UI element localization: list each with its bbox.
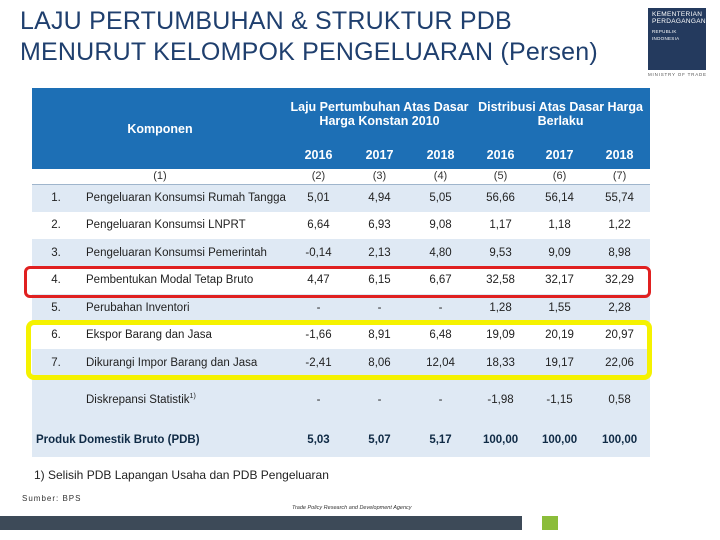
cell-value: 1,55	[530, 294, 589, 322]
cell-value: 2,13	[349, 239, 410, 267]
table-row	[32, 239, 650, 267]
row-number: 7.	[32, 349, 80, 377]
col-number: (3)	[349, 169, 410, 184]
cell-value: 32,17	[530, 267, 589, 295]
footer-gap	[522, 516, 542, 530]
total-row	[32, 423, 650, 457]
agency-label: Trade Policy Research and Development Agency	[292, 505, 412, 511]
total-label: Produk Domestik Bruto (PDB)	[32, 423, 288, 457]
row-component: Pengeluaran Konsumsi LNPRT	[80, 212, 288, 240]
cell-value: 32,29	[589, 267, 650, 295]
logo-line-2: PERDAGANGAN	[652, 18, 706, 25]
row-number: 4.	[32, 267, 80, 295]
cell-value: 32,58	[471, 267, 530, 295]
header-growth: Laju Pertumbuhan Atas Dasar Harga Konstan 2010	[288, 88, 471, 140]
cell-value: 4,94	[349, 184, 410, 212]
source-label: Sumber: BPS	[22, 494, 82, 503]
cell-value: 4,80	[410, 239, 471, 267]
header-year: 2016	[471, 140, 530, 169]
cell-value: 6,67	[410, 267, 471, 295]
footnote: 1) Selisih PDB Lapangan Usaha dan PDB Pengeluaran	[34, 468, 329, 482]
row-number: 2.	[32, 212, 80, 240]
header-year: 2017	[349, 140, 410, 169]
cell-value: 56,66	[471, 184, 530, 212]
total-value: 100,00	[530, 423, 589, 457]
row-component	[80, 377, 288, 423]
footer-accent	[542, 516, 558, 530]
header-year: 2018	[589, 140, 650, 169]
cell-value: 56,14	[530, 184, 589, 212]
cell-value: 5,01	[288, 184, 349, 212]
cell-value: -	[410, 377, 471, 423]
ministry-logo	[648, 8, 706, 70]
col-number: (5)	[471, 169, 530, 184]
row-component: Dikurangi Impor Barang dan Jasa	[80, 349, 288, 377]
row-component: Pengeluaran Konsumsi Rumah Tangga	[80, 184, 288, 212]
cell-value: 4,47	[288, 267, 349, 295]
logo-line-3: REPUBLIK INDONESIA	[652, 29, 680, 41]
col-number: (1)	[32, 169, 288, 184]
cell-value: 20,97	[589, 322, 650, 350]
cell-value: 9,53	[471, 239, 530, 267]
logo-subtitle: MINISTRY OF TRADE	[648, 72, 707, 77]
page-title: LAJU PERTUMBUHAN & STRUKTUR PDB MENURUT KELOMPOK PENGELUARAN (Persen)	[20, 7, 598, 66]
column-number-row	[32, 169, 650, 184]
header-distribution: Distribusi Atas Dasar Harga Berlaku	[471, 88, 650, 140]
cell-value: -1,98	[471, 377, 530, 423]
row-number: 6.	[32, 322, 80, 350]
cell-value: 1,17	[471, 212, 530, 240]
cell-value: 1,22	[589, 212, 650, 240]
cell-value: 55,74	[589, 184, 650, 212]
cell-value: -0,14	[288, 239, 349, 267]
cell-value: 5,05	[410, 184, 471, 212]
footer-bar	[0, 516, 522, 530]
cell-value: -1,15	[530, 377, 589, 423]
highlight-box-red	[24, 266, 651, 298]
logo-line-1: KEMENTERIAN	[652, 11, 703, 18]
cell-value: 6,15	[349, 267, 410, 295]
cell-value: 1,28	[471, 294, 530, 322]
row-component-label: Diskrepansi Statistik	[86, 393, 190, 406]
cell-value: 6,48	[410, 322, 471, 350]
cell-value: 22,06	[589, 349, 650, 377]
col-number: (6)	[530, 169, 589, 184]
header-year: 2018	[410, 140, 471, 169]
cell-value: 6,64	[288, 212, 349, 240]
cell-value: -1,66	[288, 322, 349, 350]
cell-value: 20,19	[530, 322, 589, 350]
cell-value: 18,33	[471, 349, 530, 377]
cell-value: 6,93	[349, 212, 410, 240]
total-value: 100,00	[589, 423, 650, 457]
header-year: 2017	[530, 140, 589, 169]
cell-value: 8,06	[349, 349, 410, 377]
cell-value: -	[410, 294, 471, 322]
table-row	[32, 377, 650, 423]
table-row	[32, 294, 650, 322]
cell-value: -2,41	[288, 349, 349, 377]
total-value: 5,17	[410, 423, 471, 457]
cell-value: 12,04	[410, 349, 471, 377]
row-component: Pembentukan Modal Tetap Bruto	[80, 267, 288, 295]
total-value: 100,00	[471, 423, 530, 457]
col-number: (2)	[288, 169, 349, 184]
cell-value: 8,98	[589, 239, 650, 267]
cell-value: 2,28	[589, 294, 650, 322]
row-component: Pengeluaran Konsumsi Pemerintah	[80, 239, 288, 267]
table-row	[32, 184, 650, 212]
cell-value: -	[349, 294, 410, 322]
row-number	[32, 377, 80, 423]
row-number: 3.	[32, 239, 80, 267]
cell-value: 19,17	[530, 349, 589, 377]
cell-value: 9,08	[410, 212, 471, 240]
footnote-marker: 1)	[189, 393, 196, 401]
highlight-box-yellow	[26, 320, 652, 380]
header-component: Komponen	[32, 88, 288, 169]
cell-value: 0,58	[589, 377, 650, 423]
cell-value: -	[288, 377, 349, 423]
cell-value: 19,09	[471, 322, 530, 350]
cell-value: -	[288, 294, 349, 322]
header-year: 2016	[288, 140, 349, 169]
total-value: 5,03	[288, 423, 349, 457]
cell-value: -	[349, 377, 410, 423]
row-component: Perubahan Inventori	[80, 294, 288, 322]
row-component: Ekspor Barang dan Jasa	[80, 322, 288, 350]
row-number: 5.	[32, 294, 80, 322]
total-value: 5,07	[349, 423, 410, 457]
cell-value: 8,91	[349, 322, 410, 350]
col-number: (7)	[589, 169, 650, 184]
row-number: 1.	[32, 184, 80, 212]
cell-value: 9,09	[530, 239, 589, 267]
col-number: (4)	[410, 169, 471, 184]
cell-value: 1,18	[530, 212, 589, 240]
table-row	[32, 212, 650, 240]
